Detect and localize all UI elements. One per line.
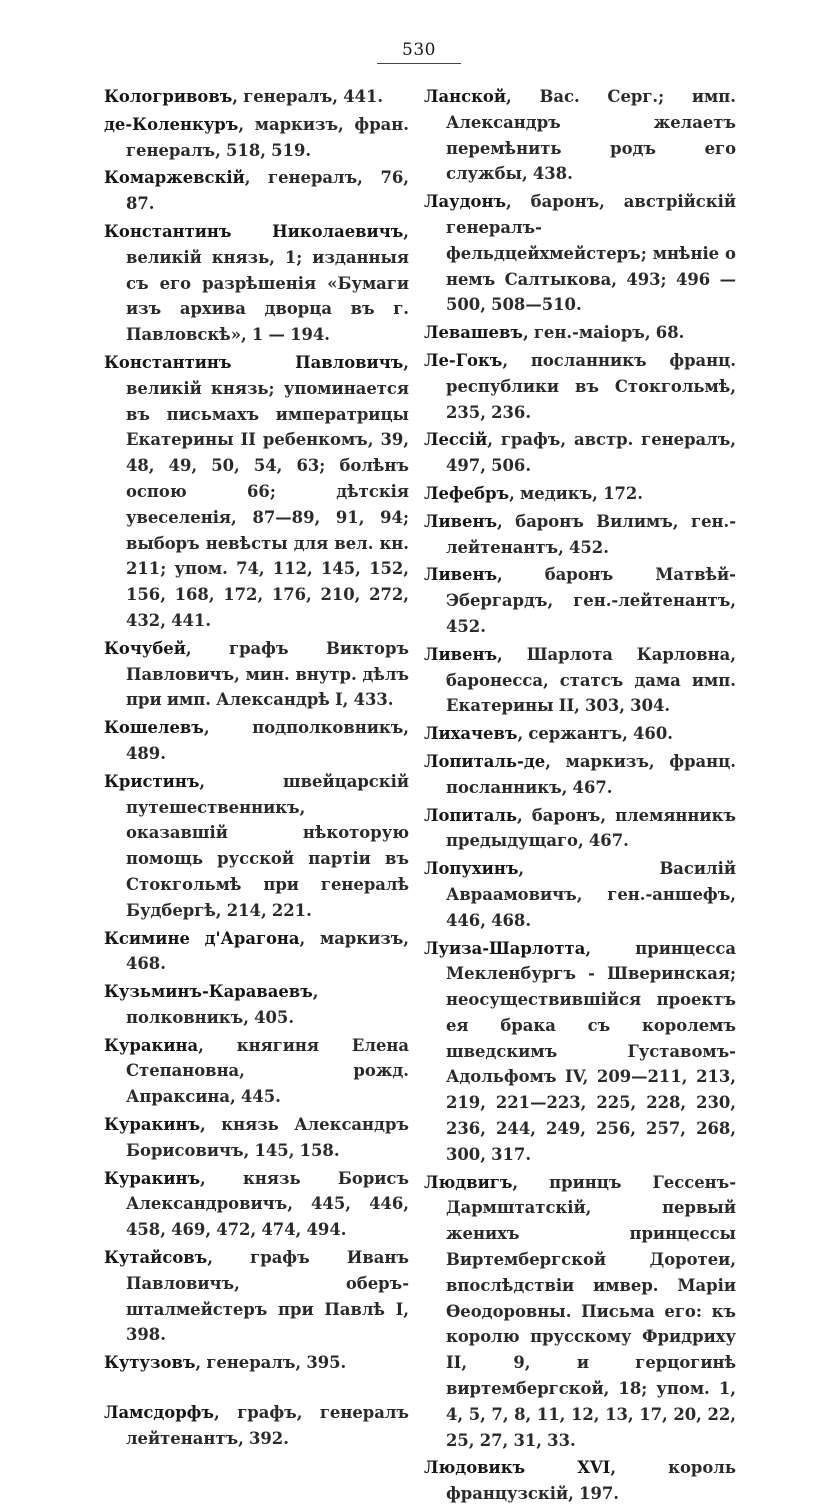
index-entry [424, 936, 736, 1168]
entry-headword: Лаудонъ [424, 192, 507, 212]
entry-headword: Куракина [104, 1035, 199, 1055]
index-entry [424, 562, 736, 639]
right-column [424, 84, 736, 1509]
entry-headword: Кологривовъ [104, 87, 233, 106]
entry-text: , князь Борисъ Александровичъ, 445, 446, 458, 469, 472, 474, 494. [126, 1168, 409, 1240]
entry-text: , генералъ, 76, 87. [126, 168, 409, 214]
index-entry [104, 165, 409, 217]
entry-headword: Ламсдорфъ [104, 1403, 215, 1423]
entry-text: , сержантъ, 460. [517, 724, 673, 744]
entry-headword: Людвигъ [424, 1172, 513, 1192]
entry-text: , маркизъ, 468. [126, 928, 410, 974]
index-entry [104, 1033, 409, 1110]
index-entry [104, 1245, 409, 1348]
index-entry [424, 481, 736, 507]
entry-headword: Лопиталь [424, 805, 518, 825]
entry-text: , швейцарскій путешественникъ, оказавшій нѣкоторую помощь русской партіи въ Стокгольмѣ при генералѣ Будбергѣ, 214, 221. [126, 771, 409, 920]
entry-headword: Лефебръ [424, 483, 510, 503]
entry-text: , баронъ, австрійскій генералъ-фельдцейхмейстеръ; мнѣніе о немъ Салтыкова, 493; 496 — 500, 508—510. [446, 192, 736, 315]
entry-headword: Комаржевскій [104, 168, 245, 188]
entry-headword: Лессій [424, 430, 488, 450]
entry-headword: Ле-Гокъ [424, 350, 503, 370]
entry-text: , графъ, австр. генералъ, 497, 506. [446, 430, 736, 476]
index-entry [424, 1455, 736, 1507]
entry-headword: Ксимине д'Арагона [104, 928, 300, 948]
entry-headword: Людовикъ XVI [424, 1458, 611, 1478]
index-entry [104, 112, 409, 164]
index-entry [104, 219, 409, 348]
entry-headword: Кутайсовъ [104, 1248, 208, 1268]
index-entry [424, 84, 736, 187]
index-entry [424, 856, 736, 933]
entry-text: , великій князь, 1; изданныя съ его разрѣшенія «Бумаги изъ архива дворца въ г. Павловскѣ», 1 — 194. [126, 221, 409, 345]
index-entry [424, 642, 736, 719]
index-entry [104, 926, 409, 978]
entry-text: , княгиня Елена Степановна, рожд. Апраксина, 445. [126, 1035, 409, 1107]
entry-headword: Кристинъ [104, 771, 200, 791]
entry-text: , графъ Викторъ Павловичъ, мин. внутр. дѣлъ при имп. Александрѣ I, 433. [126, 638, 409, 710]
entry-text: , графъ, генералъ лейтенантъ, 392. [126, 1403, 409, 1448]
entry-headword: Лихачевъ [424, 724, 518, 744]
entry-headword: Луиза-Шарлотта [424, 938, 586, 958]
entry-headword: Куракинъ [104, 1115, 201, 1135]
entry-headword: Кошелевъ [104, 718, 204, 738]
entry-text: , графъ Иванъ Павловичъ, оберъ-шталмейстеръ при Павлѣ I, 398. [126, 1248, 409, 1345]
entry-text: , Вас. Серг.; имп. Александръ желаетъ перемѣнить родъ его службы, 438. [446, 87, 736, 184]
entry-headword: Лопухинъ [424, 859, 519, 879]
page-number: 530 [402, 40, 436, 60]
entry-headword: де-Коленкуръ [104, 114, 239, 134]
index-entry [104, 979, 409, 1031]
entry-text: , баронъ Матвѣй-Эбергардъ, ген.-лейтенантъ, 452. [446, 565, 736, 636]
index-entry [104, 1166, 409, 1243]
entry-text: , полковникъ, 405. [126, 982, 319, 1027]
left-column [104, 84, 409, 1454]
entry-text: , ген.-маіоръ, 68. [522, 323, 685, 343]
entry-text: , князь Александръ Борисовичъ, 145, 158. [126, 1115, 409, 1160]
entry-headword: Ливенъ [424, 565, 498, 585]
entry-headword: Куракинъ [104, 1168, 201, 1188]
entry-text: , подполковникъ, 489. [126, 718, 409, 763]
entry-headword: Кочубей [104, 638, 186, 658]
entry-headword: Константинъ Павловичъ [104, 352, 404, 372]
index-entry [424, 1170, 736, 1454]
index-entry [424, 189, 736, 318]
index-entry [424, 803, 736, 855]
entry-headword: Кузьминъ-Караваевъ [104, 982, 313, 1002]
entry-text: , Василій Авраамовичъ, ген.-аншефъ, 446, 468. [446, 859, 736, 930]
index-entry [104, 769, 409, 924]
index-entry [104, 1350, 409, 1376]
entry-text: , генералъ, 441. [232, 87, 384, 106]
entry-headword: Кутузовъ [104, 1353, 196, 1373]
index-entry [424, 749, 736, 801]
entry-headword: Константинъ Николаевичъ [104, 221, 404, 241]
index-entry [104, 715, 409, 767]
entry-headword: Левашевъ [424, 323, 523, 343]
index-entry [104, 1112, 409, 1164]
header-rule [377, 63, 461, 64]
index-entry [104, 636, 409, 713]
entry-text: , великій князь; упоминается въ письмахъ императрицы Екатерины II ребенкомъ, 39, 48, 49, 50, 54, 63; болѣнъ оспою 66; дѣтскія увеселенія, 87—89, 91, 94; выборъ невѣсты для вел. кн. 211; упом. 74, 112, 145, 152, 156, 168, 172, 176, 210, 272, 432, 441. [126, 352, 409, 630]
entry-text: , Шарлота Карловна, баронесса, статсъ дама имп. Екатерины II, 303, 304. [446, 644, 736, 716]
index-entry [104, 84, 409, 110]
index-entry [104, 350, 409, 634]
entry-text: , медикъ, 172. [509, 483, 644, 503]
entry-headword: Ливенъ [424, 644, 498, 664]
entry-headword: Ланской [424, 87, 507, 106]
entry-text: , маркизъ, фран. генералъ, 518, 519. [126, 114, 409, 160]
index-entry [424, 721, 736, 747]
entry-headword: Ливенъ [424, 511, 498, 531]
entry-text: , принцесса Мекленбургъ - Шверинская; неосуществившійся проектъ ея брака съ королемъ шведскимъ Густавомъ-Адольфомъ IV, 209—211, 213, 219, 221—223, 225, 228, 230, 236, 244, 249, 256, 257, 268, 300, 317. [446, 938, 736, 1164]
index-entry [104, 1400, 409, 1452]
entry-text: , генералъ, 395. [195, 1353, 347, 1373]
index-entry [424, 320, 736, 346]
entry-text: , маркизъ, франц. посланникъ, 467. [446, 751, 736, 797]
entry-text: , баронъ Вилимъ, ген.-лейтенантъ, 452. [446, 511, 736, 557]
entry-text: , принцъ Гессенъ-Дармштатскій, первый женихъ принцессы Виртембергской Доротеи, впослѣдствіи имвер. Маріи Ѳеодоровны. Письма его: къ королю прусскому Фридриху II, 9, и герцогинѣ виртембергской, 18; упом. 1, 4, 5, 7, 8, 11, 12, 13, 17, 20, 22, 25, 27, 31, 33. [446, 1172, 736, 1450]
entry-text: , баронъ, племянникъ предыдущаго, 467. [446, 805, 736, 851]
entry-text: , король французскій, 197. [446, 1458, 736, 1504]
index-entry [424, 509, 736, 561]
entry-text: , посланникъ франц. республики въ Стокгольмѣ, 235, 236. [446, 350, 736, 422]
entry-headword: Лопиталь-де [424, 751, 546, 771]
index-entry [424, 348, 736, 425]
index-entry [424, 427, 736, 479]
